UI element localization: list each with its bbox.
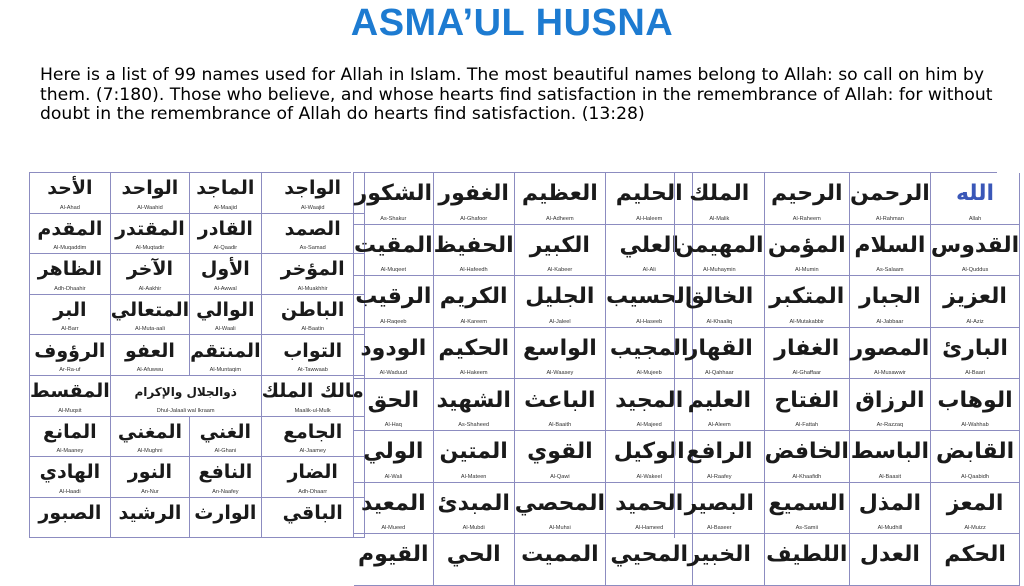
name-cell <box>354 431 434 483</box>
arabic-name: الآخر <box>126 258 174 281</box>
arabic-name: الجامع <box>283 420 343 443</box>
names-table-middle <box>353 172 693 568</box>
name-cell <box>111 376 262 417</box>
transliteration: Al-Waahid <box>137 204 163 211</box>
transliteration: Al-Muntaqim <box>209 366 242 373</box>
name-cell <box>931 328 1020 380</box>
transliteration: Al-Muhsi <box>548 525 571 532</box>
name-cell <box>30 254 111 295</box>
transliteration: Al-Muqeet <box>380 267 407 274</box>
arabic-name: المؤمن <box>767 232 846 258</box>
arabic-name: العلي <box>619 232 679 258</box>
transliteration: Al-Muizz <box>964 525 986 532</box>
arabic-name: اللطيف <box>766 542 848 568</box>
name-cell <box>434 379 515 431</box>
arabic-name: البارئ <box>942 336 1008 362</box>
name-cell <box>850 173 931 225</box>
arabic-name: الرافع <box>686 439 753 465</box>
arabic-name: الباعث <box>524 387 596 413</box>
transliteration: Al-Aleem <box>707 421 731 428</box>
transliteration: Ar-Razzaq <box>876 421 904 428</box>
name-cell <box>850 534 931 586</box>
arabic-name: الباسط <box>850 439 930 465</box>
transliteration: Al-Wahhab <box>961 421 989 428</box>
name-cell <box>30 417 111 458</box>
transliteration: Al-Afuwwu <box>136 366 164 373</box>
transliteration: Al-Raheem <box>792 215 821 222</box>
transliteration: Al-Haseeb <box>636 318 663 325</box>
name-cell <box>111 295 190 336</box>
name-cell <box>515 328 606 380</box>
name-cell <box>262 335 365 376</box>
transliteration: An-Naafey <box>212 488 239 495</box>
arabic-name: الخبير <box>687 542 751 568</box>
name-cell <box>850 225 931 277</box>
arabic-name: الضار <box>287 461 338 484</box>
arabic-name: الهادي <box>39 461 101 484</box>
name-cell <box>262 376 365 417</box>
name-cell <box>850 431 931 483</box>
arabic-name: الرؤوف <box>34 339 106 362</box>
arabic-name: المانع <box>43 420 97 443</box>
name-cell <box>190 173 261 214</box>
arabic-name: الحميد <box>615 490 684 516</box>
name-cell <box>765 379 850 431</box>
name-cell <box>434 483 515 535</box>
names-table-left <box>29 172 364 538</box>
transliteration: Al-Ghaffaar <box>792 370 822 377</box>
transliteration: Al-Haleem <box>636 215 663 222</box>
name-cell <box>434 328 515 380</box>
transliteration: Al-Waajid <box>300 204 325 211</box>
name-cell <box>190 295 261 336</box>
arabic-name: الملك <box>689 181 750 207</box>
transliteration: Al-Muhaymin <box>702 267 736 274</box>
arabic-name: الولي <box>363 439 424 465</box>
transliteration: Adh-Dhaarr <box>298 488 328 495</box>
transliteration: Al-Awwal <box>213 285 237 292</box>
arabic-name: الباطن <box>280 299 345 322</box>
arabic-name: المتعالي <box>110 299 190 322</box>
arabic-name: الغفار <box>774 336 840 362</box>
arabic-name: القوي <box>527 439 593 465</box>
arabic-name: المحيي <box>610 542 689 568</box>
name-cell <box>850 328 931 380</box>
transliteration: Al-Hameed <box>635 525 664 532</box>
arabic-name: الحكيم <box>438 336 510 362</box>
arabic-name: الحكم <box>944 542 1006 568</box>
name-cell <box>190 254 261 295</box>
page-title: ASMA’UL HUSNA <box>350 2 674 44</box>
name-cell <box>675 276 765 328</box>
transliteration: Al-Majeed <box>636 421 662 428</box>
name-cell <box>765 173 850 225</box>
arabic-name: الصمد <box>284 217 341 240</box>
arabic-name: الوالي <box>196 299 255 322</box>
transliteration: Al-Ahad <box>59 204 80 211</box>
arabic-name: الحي <box>446 542 501 568</box>
name-cell <box>675 225 765 277</box>
arabic-name: الباقي <box>282 502 343 525</box>
name-cell <box>931 534 1020 586</box>
name-cell <box>262 417 365 458</box>
name-cell <box>931 276 1020 328</box>
name-cell <box>111 335 190 376</box>
arabic-name: القدوس <box>930 232 1020 258</box>
transliteration: Al-Mudhill <box>877 525 903 532</box>
arabic-name: المجيب <box>609 336 689 362</box>
arabic-name: المقسط <box>30 380 110 403</box>
name-cell <box>675 534 765 586</box>
arabic-name: القابض <box>935 439 1015 465</box>
name-cell <box>850 276 931 328</box>
arabic-name: الوهاب <box>937 387 1013 413</box>
name-cell <box>111 457 190 498</box>
transliteration: Al-Muqsit <box>58 407 82 414</box>
name-cell <box>354 379 434 431</box>
arabic-name: الرقيب <box>355 284 432 310</box>
arabic-name: الأحد <box>47 177 93 200</box>
arabic-name: الله <box>955 181 995 207</box>
name-cell <box>30 376 111 417</box>
transliteration: Al-Wakeel <box>636 473 662 480</box>
transliteration: Al-Qawi <box>550 473 570 480</box>
name-cell <box>434 173 515 225</box>
transliteration: Al-Raqeeb <box>380 318 407 325</box>
name-cell <box>675 431 765 483</box>
name-cell <box>515 276 606 328</box>
arabic-name: الوكيل <box>613 439 685 465</box>
arabic-name: المجيد <box>615 387 684 413</box>
name-cell <box>111 173 190 214</box>
name-cell <box>434 225 515 277</box>
arabic-name: المقتدر <box>115 217 185 240</box>
arabic-name: الواحد <box>121 177 179 200</box>
arabic-name: الحق <box>367 387 420 413</box>
arabic-name: الجليل <box>525 284 595 310</box>
transliteration: Al-Haq <box>384 421 402 428</box>
transliteration: Al-Baaith <box>548 421 572 428</box>
transliteration: Al-Mughni <box>137 448 163 455</box>
transliteration: Al-Raafey <box>707 473 732 480</box>
name-cell <box>765 483 850 535</box>
arabic-name: الغني <box>199 420 252 443</box>
transliteration: As-Samad <box>299 245 326 252</box>
transliteration: As-Salaam <box>876 267 904 274</box>
name-cell <box>30 457 111 498</box>
transliteration: Al-Khaafidh <box>792 473 822 480</box>
name-cell <box>515 225 606 277</box>
name-cell <box>931 483 1020 535</box>
name-cell <box>931 173 1020 225</box>
transliteration: As-Shaheed <box>458 421 490 428</box>
intro-paragraph: Here is a list of 99 names used for Allah in Islam. The most beautiful names belong to Allah: so call on him by them. (7:180). Those who believe, and whose hearts find satisfaction in the remembrance of Allah: for without doubt in the remembrance of Allah do hearts find satisfaction. (13:28) <box>40 65 993 125</box>
transliteration: Maalik-ul-Mulk <box>294 407 331 414</box>
transliteration: Al-Jabbaar <box>876 318 904 325</box>
transliteration: Dhul-Jalaali wal Ikraam <box>156 407 215 414</box>
name-cell <box>111 417 190 458</box>
transliteration: Allah <box>968 215 982 222</box>
name-cell <box>434 276 515 328</box>
transliteration: Al-Haadi <box>59 488 81 495</box>
arabic-name: الشهيد <box>436 387 511 413</box>
arabic-name: الأول <box>200 258 250 281</box>
name-cell <box>931 431 1020 483</box>
transliteration: Al-Mateen <box>460 473 487 480</box>
transliteration: Al-Malik <box>709 215 730 222</box>
name-cell <box>354 328 434 380</box>
transliteration: Al-Ghani <box>214 448 237 455</box>
arabic-name: العظيم <box>521 181 598 207</box>
transliteration: Al-Baatin <box>301 326 325 333</box>
arabic-name: الواجد <box>284 177 342 200</box>
arabic-name: الواسع <box>522 336 597 362</box>
name-cell <box>675 483 765 535</box>
arabic-name: القيوم <box>358 542 429 568</box>
name-cell <box>765 431 850 483</box>
arabic-name: مالك الملك <box>261 380 364 403</box>
transliteration: Al-Qahhaar <box>705 370 734 377</box>
arabic-name: الرحيم <box>770 181 843 207</box>
transliteration: Al-Qaadir <box>213 245 238 252</box>
arabic-name: العدل <box>859 542 920 568</box>
arabic-name: الودود <box>360 336 427 362</box>
transliteration: Al-Mueed <box>381 525 406 532</box>
name-cell <box>30 498 111 539</box>
transliteration: Al-Khaaliq <box>706 318 733 325</box>
transliteration: Al-Baasit <box>878 473 902 480</box>
name-cell <box>354 225 434 277</box>
transliteration: Al-Fattah <box>795 421 819 428</box>
name-cell <box>190 457 261 498</box>
transliteration: Al-Mubdi <box>462 525 485 532</box>
arabic-name: البصير <box>684 490 754 516</box>
transliteration: Al-Quddus <box>961 267 989 274</box>
transliteration: Al-Muqtadir <box>135 245 165 252</box>
name-cell <box>262 295 365 336</box>
transliteration: Al-Jaleel <box>549 318 571 325</box>
arabic-name: الوارث <box>194 502 257 525</box>
transliteration: Al-Muqaddim <box>53 245 87 252</box>
arabic-name: المنتقم <box>190 339 261 362</box>
name-cell <box>675 328 765 380</box>
name-cell <box>434 431 515 483</box>
transliteration: Al-Wali <box>384 473 403 480</box>
arabic-name: العفو <box>124 339 175 362</box>
name-cell <box>262 457 365 498</box>
arabic-name: المميت <box>521 542 599 568</box>
name-cell <box>434 534 515 586</box>
arabic-name: الفتاح <box>774 387 840 413</box>
transliteration: Al-Qaabidh <box>961 473 990 480</box>
name-cell <box>515 173 606 225</box>
names-table-right <box>674 172 1020 568</box>
transliteration: Al-Musawwir <box>874 370 906 377</box>
arabic-name: المتين <box>439 439 508 465</box>
transliteration: An-Nur <box>141 488 159 495</box>
arabic-name: المحصي <box>514 490 606 516</box>
name-cell <box>931 225 1020 277</box>
transliteration: Al-Rahman <box>875 215 904 222</box>
arabic-name: الحسيب <box>606 284 693 310</box>
name-cell <box>30 335 111 376</box>
name-cell <box>515 534 606 586</box>
transliteration: Al-Muta-aali <box>135 326 165 333</box>
name-cell <box>354 276 434 328</box>
arabic-name: المبدئ <box>437 490 510 516</box>
arabic-name: الشكور <box>354 181 433 207</box>
transliteration: Al-Waduud <box>379 370 408 377</box>
arabic-name: السميع <box>768 490 846 516</box>
arabic-name: المغني <box>117 420 182 443</box>
transliteration: As-Shakur <box>380 215 407 222</box>
name-cell <box>262 498 365 539</box>
transliteration: Al-Kabeer <box>547 267 573 274</box>
arabic-name: الكريم <box>439 284 508 310</box>
arabic-name: المصور <box>850 336 930 362</box>
name-cell <box>262 214 365 255</box>
name-cell <box>765 534 850 586</box>
arabic-name: النور <box>127 461 173 484</box>
transliteration: Al-Mutakabbir <box>789 318 825 325</box>
name-cell <box>765 225 850 277</box>
transliteration: Al-Mujeeb <box>636 370 662 377</box>
arabic-name: الرشيد <box>118 502 182 525</box>
arabic-name: المؤخر <box>280 258 345 281</box>
name-cell <box>30 295 111 336</box>
transliteration: Al-Barr <box>61 326 79 333</box>
name-cell <box>354 534 434 586</box>
transliteration: Al-Ghafoor <box>460 215 488 222</box>
name-cell <box>850 379 931 431</box>
arabic-name: المعز <box>946 490 1004 516</box>
arabic-name: البر <box>53 299 87 322</box>
arabic-name: الرزاق <box>855 387 925 413</box>
transliteration: Al-Waali <box>215 326 236 333</box>
arabic-name: الجبار <box>859 284 921 310</box>
transliteration: Adh-Dhaahir <box>54 285 86 292</box>
name-cell <box>765 276 850 328</box>
transliteration: Ar-Ra-uf <box>59 366 81 373</box>
name-cell <box>190 214 261 255</box>
arabic-name: العزيز <box>943 284 1007 310</box>
name-cell <box>190 335 261 376</box>
arabic-name: الرحمن <box>849 181 930 207</box>
transliteration: Al-Muakhhir <box>297 285 328 292</box>
name-cell <box>111 254 190 295</box>
arabic-name: ذوالجلال والإكرام <box>134 384 237 399</box>
arabic-name: التواب <box>283 339 343 362</box>
transliteration: Al-Maajid <box>213 204 238 211</box>
arabic-name: السلام <box>854 232 926 258</box>
name-cell <box>190 417 261 458</box>
arabic-name: الصبور <box>38 502 102 525</box>
arabic-name: العليم <box>687 387 752 413</box>
name-cell <box>30 173 111 214</box>
name-cell <box>765 328 850 380</box>
transliteration: Al-Baseer <box>707 525 732 532</box>
arabic-name: القهار <box>685 336 753 362</box>
transliteration: Al-Hafeedh <box>459 267 488 274</box>
arabic-name: المهيمن <box>675 232 764 258</box>
name-cell <box>675 173 765 225</box>
name-cell <box>262 173 365 214</box>
name-cell <box>354 173 434 225</box>
arabic-name: الحفيظ <box>433 232 514 258</box>
transliteration: Al-Baari <box>965 370 985 377</box>
name-cell <box>515 483 606 535</box>
transliteration: Al-Ali <box>642 267 656 274</box>
transliteration: Al-Jaamey <box>299 448 326 455</box>
transliteration: Al-Waasey <box>546 370 574 377</box>
transliteration: As-Samii <box>795 525 818 532</box>
arabic-name: الماجد <box>196 177 255 200</box>
name-cell <box>515 379 606 431</box>
transliteration: Al-Hakeem <box>459 370 488 377</box>
arabic-name: المقدم <box>37 217 103 240</box>
transliteration: At-Tawwaab <box>297 366 328 373</box>
name-cell <box>30 214 111 255</box>
arabic-name: المذل <box>858 490 922 516</box>
name-cell <box>190 498 261 539</box>
arabic-name: الخالق <box>685 284 754 310</box>
name-cell <box>111 214 190 255</box>
name-cell <box>850 483 931 535</box>
arabic-name: الكبير <box>529 232 590 258</box>
transliteration: Al-Adheem <box>546 215 574 222</box>
arabic-name: المتكبر <box>769 284 845 310</box>
transliteration: Al-Aakhir <box>138 285 162 292</box>
name-cell <box>111 498 190 539</box>
transliteration: Al-Kareem <box>460 318 487 325</box>
name-cell <box>262 254 365 295</box>
arabic-name: الحليم <box>615 181 683 207</box>
name-cell <box>515 431 606 483</box>
transliteration: Al-Aziz <box>966 318 984 325</box>
arabic-name: المعيد <box>360 490 426 516</box>
name-cell <box>675 379 765 431</box>
arabic-name: الغفور <box>438 181 509 207</box>
transliteration: Al-Maaney <box>56 448 84 455</box>
name-cell <box>931 379 1020 431</box>
arabic-name: القادر <box>197 217 253 240</box>
arabic-name: الخافض <box>764 439 849 465</box>
arabic-name: الظاهر <box>37 258 103 281</box>
transliteration: Al-Mumin <box>794 267 819 274</box>
name-cell <box>354 483 434 535</box>
arabic-name: النافع <box>198 461 253 484</box>
arabic-name: المقيت <box>354 232 433 258</box>
